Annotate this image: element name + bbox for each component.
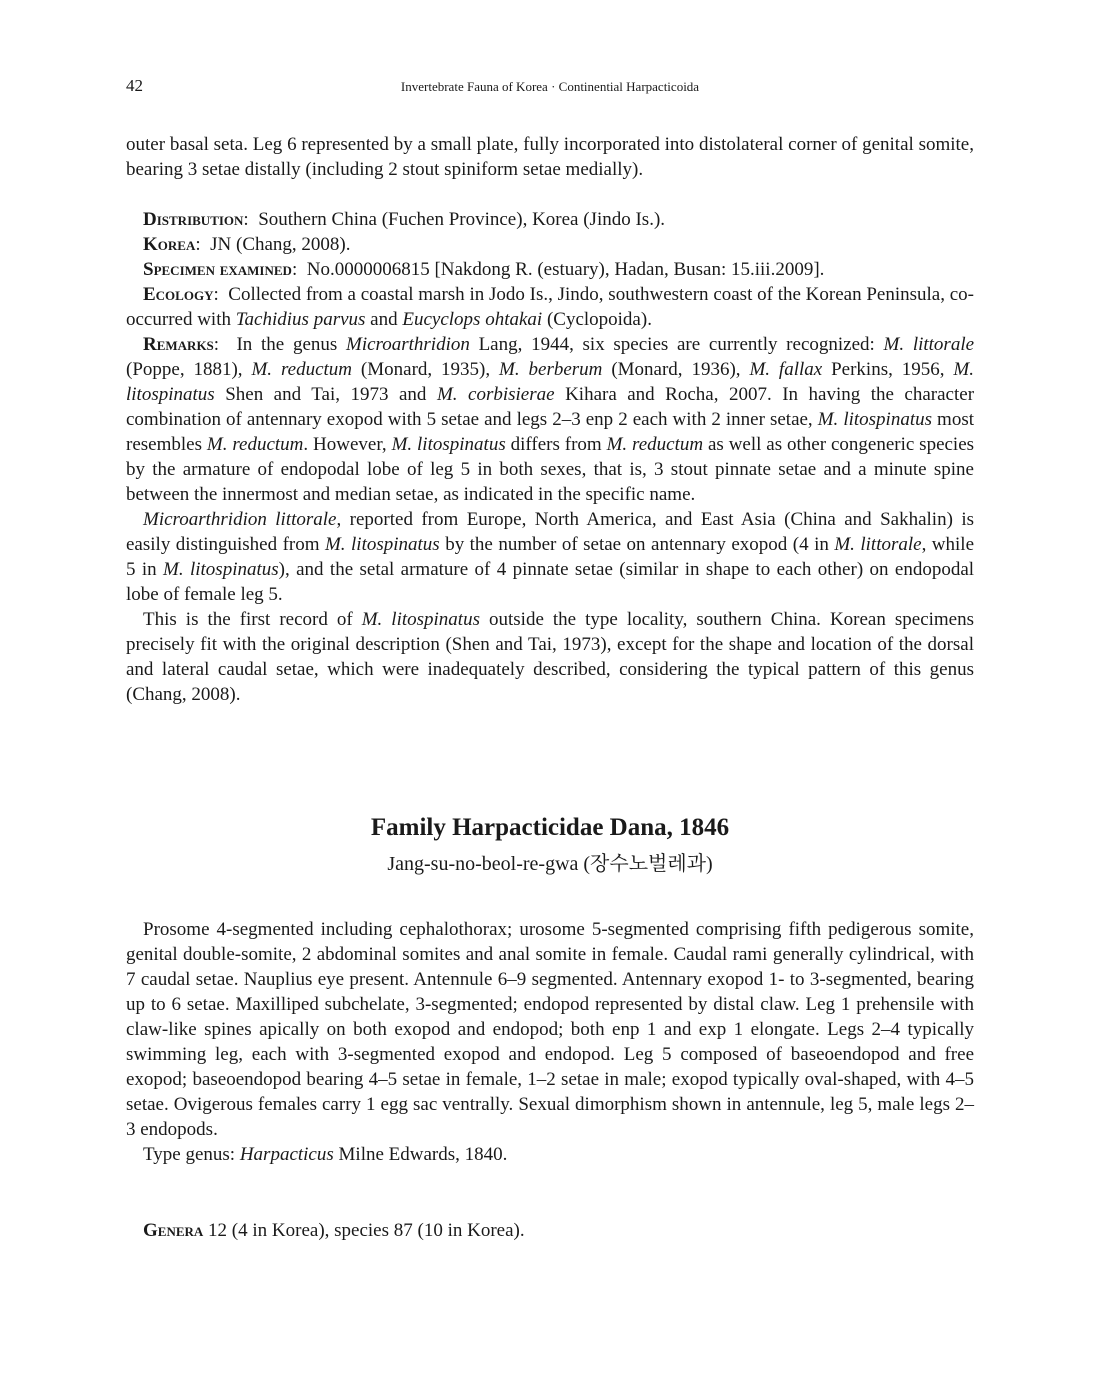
remarks-paragraph-3 (126, 607, 974, 707)
remarks-paragraph-2 (126, 507, 974, 607)
taxon-name: M. littorale (883, 334, 975, 355)
running-header (126, 76, 974, 98)
intro-text (126, 132, 974, 182)
intro-paragraph: outer basal seta. Leg 6 represented by a small plate, fully incorporated into distolateral corner of genital somite, bearing 3 setae distally (including 2 stout spiniform setae medially). (126, 134, 974, 180)
taxon-name: M. litospinatus (126, 359, 974, 405)
running-header-title: Invertebrate Fauna of Korea · Continential Harpacticoida (400, 79, 700, 94)
remarks-text: , reported from Europe, North America, and East Asia (China and Sakhalin) is easily distinguished from (126, 509, 974, 555)
distribution-text: Southern China (Fuchen Province), Korea (Jindo Is.). (258, 209, 666, 230)
remarks-entry: Remarks: In the genus Microarthridion Lang, 1944, six species are currently recognized: M. littorale (Poppe, 1881), M. reductum (Monard, 1935), M. berberum (Monard, 1936), M. fallax Perkins, 1956, M. litospinatus Shen and Tai, 1973 and M. corbisierae Kihara and Rocha, 2007. In having the character combination of antennary exopod with 5 setae and legs 2–3 enp 2 each with 2 inner setae, M. litospinatus most resembles M. reductum. However, M. litospinatus differs from M. reductum as well as other congeneric species by the armature of endopodal lobe of leg 5 in both sexes, that is, 3 stout pinnate setae and a minute spine between the innermost and median setae, as indicated in the specific name. (126, 334, 975, 505)
type-genus-text: Milne Edwards, 1840. (338, 1144, 508, 1165)
genera-entry (126, 1218, 974, 1243)
remarks-text: Lang, 1944, six species are currently recognized: (478, 334, 875, 355)
ecology-entry: Ecology: Collected from a coastal marsh in Jodo Is., Jindo, southwestern coast of the Korean Peninsula, co-occurred with Tachidius parvus and Eucyclops ohtakai (Cyclopoida). (126, 284, 975, 330)
remarks-label: Remarks (143, 334, 214, 355)
taxon-name: M. litospinatus (361, 609, 480, 630)
taxon-name: M. reductum (206, 434, 304, 455)
ecology-text: and (370, 309, 398, 330)
remarks-text: by the number of setae on antennary exopod (4 in (445, 534, 829, 555)
remarks-text: differs from (510, 434, 602, 455)
remarks-text: Shen and Tai, 1973 and (225, 384, 427, 405)
taxon-name: M. reductum (606, 434, 704, 455)
taxon-name: M. littorale (834, 534, 922, 555)
remarks-text: (Poppe, 1881), (126, 359, 243, 380)
remarks-text: . However, (303, 434, 387, 455)
genera-block (126, 1218, 974, 1243)
remarks-text: (Monard, 1936), (611, 359, 741, 380)
taxon-name: M. berberum (499, 359, 603, 380)
remarks-text: (Monard, 1935), (360, 359, 491, 380)
taxon-name: Eucyclops ohtakai (402, 309, 543, 330)
taxon-name: M. reductum (251, 359, 353, 380)
specimen-label: Specimen examined (143, 259, 292, 280)
taxon-name: M. litospinatus (817, 409, 933, 430)
remarks-text: This is the first record of (143, 609, 353, 630)
family-description: Prosome 4-segmented including cephalothorax; urosome 5-segmented comprising fifth pedigerous somite, genital double-somite, 2 abdominal somites and anal somite in female. Caudal rami generally cylindrical, with 7 caudal setae. Nauplius eye present. Antennule 6–9 segmented. Antennary exopod 1- to 3-segmented, bearing up to 6 setae. Maxilliped subchelate, 3-segmented; endopod represented by distal claw. Leg 1 prehensile with claw-like spines apically on both exopod and endopod; both enp 1 and exp 1 elongate. Legs 2–4 typically swimming leg, each with 3-segmented exopod and endopod. Leg 5 composed of baseoendopod and free exopod; baseoendopod bearing 4–5 setae in female, 1–2 setae in male; exopod typically oval-shaped, with 4–5 setae. Ovigerous females carry 1 egg sac ventrally. Sexual dimorphism shown in antennule, leg 5, male legs 2–3 endopods. (126, 919, 974, 1140)
korea-entry: Korea: JN (Chang, 2008). (143, 234, 351, 255)
ecology-text: Collected from a coastal marsh in Jodo Is., Jindo, southwestern coast of the Korean Peninsula, co-occurred with (126, 284, 975, 330)
distribution-entry: Distribution: Southern China (Fuchen Province), Korea (Jindo Is.). (143, 209, 666, 230)
family-description-block (126, 917, 974, 1167)
taxon-name: Microarthridion (346, 334, 470, 355)
genera-text: 12 (4 in Korea), species 87 (10 in Korea). (208, 1220, 525, 1241)
taxon-name: M. litospinatus (324, 534, 440, 555)
distribution-label: Distribution (143, 209, 244, 230)
korea-text: JN (Chang, 2008). (210, 234, 351, 255)
genera-label: Genera (143, 1220, 204, 1241)
taxon-name: M. corbisierae (436, 384, 555, 405)
remarks-text: outside the type locality, southern China. Korean specimens precisely fit with the original description (Shen and Tai, 1973), except for the shape and location of the dorsal and lateral caudal setae, which were inadequately described, considering the typical pattern of this genus (Chang, 2008). (126, 609, 975, 705)
page-number: 42 (126, 76, 143, 95)
taxon-name: Harpacticus (239, 1144, 334, 1165)
korea-label: Korea (143, 234, 196, 255)
remarks-text: as well as other congeneric species by the armature of endopodal lobe of leg 5 in both sexes, that is, 3 stout pinnate setae and a minute spine between the innermost and median setae, as indicated in the specific name. (126, 434, 975, 505)
taxon-name: M. litospinatus (391, 434, 506, 455)
taxon-name: M. litospinatus (163, 559, 279, 580)
remarks-text: Perkins, 1956, (831, 359, 945, 380)
remarks-text: most resembles (126, 409, 974, 455)
species-account (126, 207, 974, 707)
type-genus-label: Type genus: (143, 1144, 236, 1165)
taxon-name: M. fallax (749, 359, 823, 380)
family-title: Family Harpacticidae Dana, 1846 (370, 814, 730, 841)
family-subtitle: Jang-su-no-beol-re-gwa (장수노벌레과) (387, 853, 713, 875)
remarks-text: ), and the setal armature of 4 pinnate setae (similar in shape to each other) on endopodal lobe of female leg 5. (126, 559, 975, 605)
taxon-name: Microarthridion littorale (143, 509, 337, 530)
remarks-text: In the genus (236, 334, 338, 355)
family-heading (126, 812, 974, 878)
taxon-name: Tachidius parvus (235, 309, 366, 330)
specimen-text: No.0000006815 [Nakdong R. (estuary), Hadan, Busan: 15.iii.2009]. (306, 259, 825, 280)
ecology-text: (Cyclopoida). (546, 309, 652, 330)
remarks-text: , while 5 in (126, 534, 975, 580)
type-genus-line (126, 1142, 974, 1167)
ecology-label: Ecology (143, 284, 214, 305)
remarks-text: Kihara and Rocha, 2007. In having the character combination of antennary exopod with 5 setae and legs 2–3 enp 2 each with 2 inner setae, (126, 384, 975, 430)
specimen-entry: Specimen examined: No.0000006815 [Nakdong R. (estuary), Hadan, Busan: 15.iii.2009]. (143, 259, 825, 280)
